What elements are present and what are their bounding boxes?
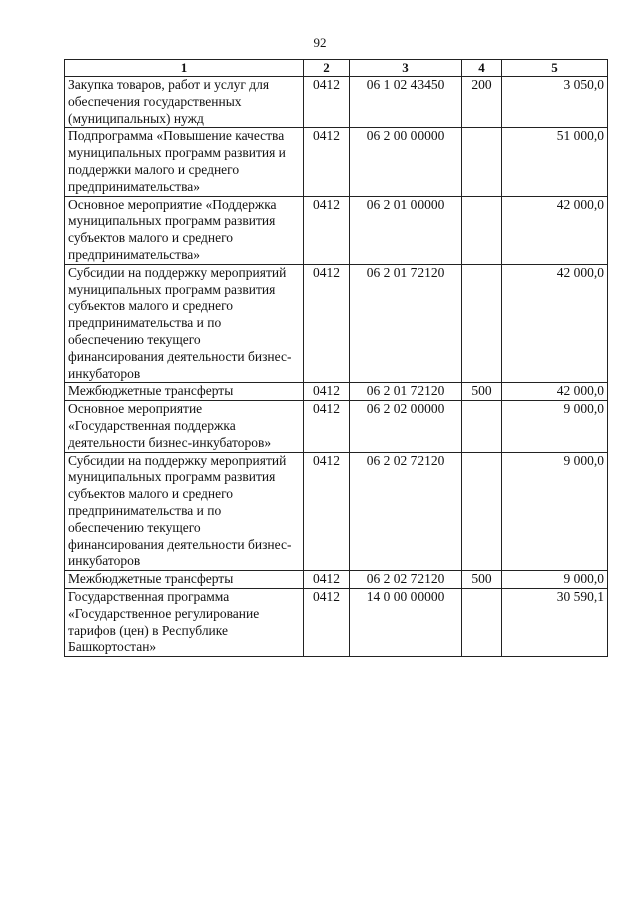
row-type [462, 264, 502, 383]
header-col-1: 1 [65, 60, 304, 77]
row-type: 500 [462, 571, 502, 589]
row-section: 0412 [304, 196, 350, 264]
row-amount: 9 000,0 [502, 401, 608, 452]
row-amount: 9 000,0 [502, 571, 608, 589]
row-section: 0412 [304, 77, 350, 128]
table-row [65, 196, 608, 264]
row-section: 0412 [304, 128, 350, 196]
row-section: 0412 [304, 264, 350, 383]
row-name: Подпрограмма «Повышение качества муниципальных программ развития и поддержки малого и среднего предпринимательства» [65, 128, 304, 196]
budget-table [64, 59, 608, 657]
row-type [462, 128, 502, 196]
page-number: 92 [313, 35, 327, 50]
row-name: Закупка товаров, работ и услуг для обеспечения государственных (муниципальных) нужд [65, 77, 304, 128]
table-row [65, 452, 608, 571]
row-type [462, 196, 502, 264]
row-amount: 42 000,0 [502, 264, 608, 383]
table-header-row [65, 60, 608, 77]
row-type [462, 401, 502, 452]
row-section: 0412 [304, 383, 350, 401]
row-amount: 42 000,0 [502, 196, 608, 264]
row-name: Межбюджетные трансферты [65, 571, 304, 589]
row-name: Государственная программа «Государственное регулирование тарифов (цен) в Республике Башкортостан» [65, 588, 304, 656]
row-target: 06 2 02 00000 [350, 401, 462, 452]
row-type [462, 588, 502, 656]
row-amount: 42 000,0 [502, 383, 608, 401]
row-section: 0412 [304, 401, 350, 452]
table-row [65, 128, 608, 196]
table-row [65, 77, 608, 128]
table-row [65, 571, 608, 589]
row-type [462, 452, 502, 571]
row-section: 0412 [304, 588, 350, 656]
row-name: Основное мероприятие «Государственная поддержка деятельности бизнес-инкубаторов» [65, 401, 304, 452]
header-col-5: 5 [502, 60, 608, 77]
row-target: 06 2 02 72120 [350, 452, 462, 571]
row-section: 0412 [304, 571, 350, 589]
row-name: Межбюджетные трансферты [65, 383, 304, 401]
header-col-4: 4 [462, 60, 502, 77]
row-target: 06 2 01 00000 [350, 196, 462, 264]
table-row [65, 588, 608, 656]
row-amount: 30 590,1 [502, 588, 608, 656]
row-name: Субсидии на поддержку мероприятий муниципальных программ развития субъектов малого и среднего предпринимательства и по обеспечению текущего финансирования деятельности бизнес-инкубаторов [65, 452, 304, 571]
table-row [65, 401, 608, 452]
table-row [65, 264, 608, 383]
row-target: 14 0 00 00000 [350, 588, 462, 656]
row-target: 06 2 01 72120 [350, 383, 462, 401]
table-row [65, 383, 608, 401]
row-target: 06 2 00 00000 [350, 128, 462, 196]
row-name: Основное мероприятие «Поддержка муниципальных программ развития субъектов малого и среднего предпринимательства» [65, 196, 304, 264]
row-section: 0412 [304, 452, 350, 571]
header-col-2: 2 [304, 60, 350, 77]
row-amount: 3 050,0 [502, 77, 608, 128]
row-amount: 51 000,0 [502, 128, 608, 196]
row-target: 06 2 01 72120 [350, 264, 462, 383]
row-target: 06 1 02 43450 [350, 77, 462, 128]
header-col-3: 3 [350, 60, 462, 77]
row-amount: 9 000,0 [502, 452, 608, 571]
row-name: Субсидии на поддержку мероприятий муниципальных программ развития субъектов малого и среднего предпринимательства и по обеспечению текущего финансирования деятельности бизнес-инкубаторов [65, 264, 304, 383]
row-target: 06 2 02 72120 [350, 571, 462, 589]
row-type: 500 [462, 383, 502, 401]
row-type: 200 [462, 77, 502, 128]
